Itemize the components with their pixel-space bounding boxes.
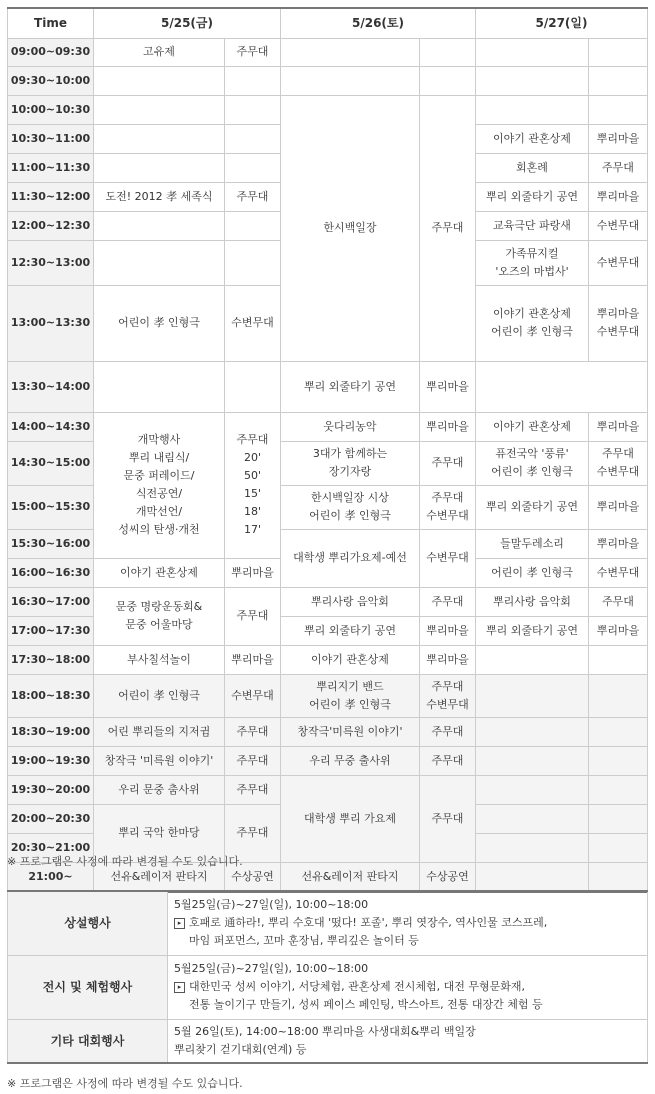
empty-cell <box>94 362 225 412</box>
place-cell: 주무대 <box>225 775 281 804</box>
line: 이야기 관혼상제 <box>493 307 571 321</box>
event-cell: 어린이 孝 인형극 <box>94 285 225 362</box>
empty-cell <box>589 674 648 717</box>
time-cell: 12:00~12:30 <box>8 211 94 240</box>
event-cell: 뿌리 외줄타기 공연 <box>476 616 589 645</box>
event-cell: 창작극 '미륵원 이야기' <box>94 746 225 775</box>
empty-cell <box>420 38 476 66</box>
table-row <box>8 717 648 746</box>
event-cell: 뿌리 외줄타기 공연 <box>476 182 589 211</box>
empty-cell <box>94 240 225 285</box>
line: 문중 퍼레이드/ <box>123 469 195 482</box>
line: 20' <box>243 451 262 464</box>
empty-cell <box>589 645 648 674</box>
events-table <box>7 890 648 1064</box>
empty-cell <box>589 38 648 66</box>
empty-cell <box>589 775 648 804</box>
event-cell: 뿌리사랑 음악회 <box>476 587 589 616</box>
place-cell: 뿌리마을 <box>420 645 476 674</box>
line: 어린이 孝 인형극 <box>309 509 391 522</box>
event-date: 5월25일(금)~27일(일), 10:00~18:00 <box>174 898 369 912</box>
event-cell: 뿌리 외줄타기 공연 <box>281 616 420 645</box>
time-cell: 14:30~15:00 <box>8 441 94 485</box>
place-cell <box>420 485 476 529</box>
place-cell <box>589 441 648 485</box>
line: 뿌리마을 <box>596 307 640 321</box>
line: 어린이 孝 인형극 <box>491 465 573 478</box>
time-cell: 20:30~21:00 <box>8 833 94 862</box>
line: 뿌리지기 밴드 <box>316 679 384 693</box>
line: 문중 명랑운동회& <box>115 600 203 613</box>
event-line: 마임 퍼포먼스, 꼬마 훈장님, 뿌리깊은 놀이터 등 <box>189 934 419 948</box>
event-cell: 우리 무중 출사위 <box>281 746 420 775</box>
line: 주무대 <box>602 447 634 460</box>
empty-cell <box>225 95 281 124</box>
place-cell: 뿌리마을 <box>225 558 281 587</box>
line: 18' <box>243 505 262 518</box>
line: 수변무대 <box>426 697 469 711</box>
table-row <box>8 95 648 124</box>
header-row <box>8 8 648 38</box>
place-cell: 주무대 <box>420 775 476 862</box>
event-detail <box>168 891 648 955</box>
empty-cell <box>476 717 589 746</box>
empty-cell <box>225 66 281 95</box>
place-cell: 주무대 <box>225 182 281 211</box>
time-cell: 12:30~13:00 <box>8 240 94 285</box>
place-cell: 주무대 <box>420 717 476 746</box>
empty-cell <box>225 153 281 182</box>
place-cell: 뿌리마을 <box>589 124 648 153</box>
empty-cell <box>476 674 589 717</box>
event-cell: 부사칠석놀이 <box>94 645 225 674</box>
line: 어린이 孝 인형극 <box>309 697 391 711</box>
empty-cell <box>94 124 225 153</box>
event-cell <box>476 240 589 285</box>
empty-cell <box>225 211 281 240</box>
place-cell: 수상공연 <box>420 862 476 892</box>
line: 식전공연/ <box>135 487 183 500</box>
place-cell: 수변무대 <box>589 211 648 240</box>
place-cell: 수변무대 <box>589 558 648 587</box>
event-cell <box>281 674 420 717</box>
event-category: 기타 대회행사 <box>8 1019 168 1063</box>
event-cell: 대학생 뿌리 가요제 <box>281 775 420 862</box>
place-cell: 주무대 <box>225 746 281 775</box>
empty-cell <box>476 746 589 775</box>
place-cell: 수변무대 <box>225 285 281 362</box>
event-cell: 우리 문중 춤사위 <box>94 775 225 804</box>
event-cell: 대학생 뿌리가요제-예선 <box>281 529 420 587</box>
place-cell: 주무대 <box>225 717 281 746</box>
place-cell: 뿌리마을 <box>589 182 648 211</box>
event-cell: 어린 뿌리들의 지저귐 <box>94 717 225 746</box>
place-cell: 주무대 <box>589 587 648 616</box>
empty-cell <box>476 66 589 95</box>
header-time: Time <box>8 8 94 38</box>
time-cell: 19:30~20:00 <box>8 775 94 804</box>
time-cell: 15:30~16:00 <box>8 529 94 558</box>
event-cell <box>94 412 225 558</box>
time-cell: 13:00~13:30 <box>8 285 94 362</box>
event-cell: 고유제 <box>94 38 225 66</box>
empty-cell <box>589 862 648 892</box>
event-cell: 이야기 관혼상제 <box>476 124 589 153</box>
place-cell: 뿌리마을 <box>589 412 648 441</box>
event-cell: 뿌리사랑 음악회 <box>281 587 420 616</box>
place-cell: 주무대 <box>420 441 476 485</box>
table-row <box>8 412 648 441</box>
place-cell: 수변무대 <box>225 674 281 717</box>
event-cell: 뿌리 외줄타기 공연 <box>281 362 420 412</box>
event-line-text: 대한민국 성씨 이야기, 서당체험, 관혼상제 전시체험, 대전 무형문화재, <box>189 980 525 993</box>
line: 주무대 <box>431 491 464 504</box>
time-cell: 11:30~12:00 <box>8 182 94 211</box>
line: 가족뮤지컬 <box>505 246 559 260</box>
schedule-note: ※ 프로그램은 사정에 따라 변경될 수도 있습니다. <box>7 855 243 868</box>
empty-cell <box>589 746 648 775</box>
place-cell: 뿌리마을 <box>589 485 648 529</box>
empty-cell <box>94 95 225 124</box>
arrow-box-icon: ▸ <box>174 918 185 929</box>
empty-cell <box>281 66 420 95</box>
line: 개막행사 <box>137 433 181 446</box>
time-cell: 11:00~11:30 <box>8 153 94 182</box>
empty-cell <box>420 66 476 95</box>
place-cell: 뿌리마을 <box>420 362 476 412</box>
event-detail <box>168 1019 648 1063</box>
place-cell: 뿌리마을 <box>420 412 476 441</box>
time-cell: 10:30~11:00 <box>8 124 94 153</box>
place-cell: 뿌리마을 <box>589 616 648 645</box>
event-cell: 선유&레이저 판타지 <box>94 862 225 892</box>
time-cell: 17:00~17:30 <box>8 616 94 645</box>
time-cell: 17:30~18:00 <box>8 645 94 674</box>
event-detail <box>168 955 648 1019</box>
empty-cell <box>589 95 648 124</box>
event-category: 상설행사 <box>8 891 168 955</box>
event-cell <box>281 441 420 485</box>
place-cell: 주무대 <box>225 804 281 862</box>
line: 수변무대 <box>426 509 469 522</box>
place-cell: 주무대 <box>225 38 281 66</box>
event-cell: 선유&레이저 판타지 <box>281 862 420 892</box>
line: 개막선언/ <box>135 505 183 518</box>
line: 뿌리 내림식/ <box>128 451 190 464</box>
time-cell: 14:00~14:30 <box>8 412 94 441</box>
table-row <box>8 674 648 717</box>
table-row <box>8 38 648 66</box>
place-cell: 수상공연 <box>225 862 281 892</box>
line: 수변무대 <box>596 465 640 478</box>
table-row <box>8 587 648 616</box>
empty-cell <box>589 66 648 95</box>
empty-cell <box>94 211 225 240</box>
line: 장기자랑 <box>328 465 372 478</box>
schedule-table <box>7 7 648 893</box>
time-cell: 18:30~19:00 <box>8 717 94 746</box>
header-fri: 5/25(금) <box>94 8 281 38</box>
place-cell: 수변무대 <box>589 240 648 285</box>
table-row <box>8 1019 648 1063</box>
event-cell: 이야기 관혼상제 <box>94 558 225 587</box>
empty-cell <box>589 717 648 746</box>
events-note: ※ 프로그램은 사정에 따라 변경될 수도 있습니다. <box>7 1077 243 1090</box>
empty-cell <box>589 804 648 833</box>
time-cell: 18:00~18:30 <box>8 674 94 717</box>
place-cell: 뿌리마을 <box>420 616 476 645</box>
event-cell: 어린이 孝 인형극 <box>94 674 225 717</box>
empty-cell <box>94 66 225 95</box>
table-row <box>8 955 648 1019</box>
time-cell: 19:00~19:30 <box>8 746 94 775</box>
empty-cell <box>476 833 589 862</box>
place-cell <box>225 412 281 558</box>
line: 성씨의 탄생·개천 <box>118 523 200 536</box>
place-cell <box>589 285 648 362</box>
place-cell: 뿌리마을 <box>225 645 281 674</box>
line: 문중 어울마당 <box>125 618 193 631</box>
line: 한시백일장 시상 <box>311 491 389 504</box>
empty-cell <box>476 95 589 124</box>
time-cell: 21:00~ <box>8 862 94 892</box>
event-cell <box>476 285 589 362</box>
header-sat: 5/26(토) <box>281 8 476 38</box>
time-cell: 13:30~14:00 <box>8 362 94 412</box>
event-cell: 뿌리 외줄타기 공연 <box>476 485 589 529</box>
empty-cell <box>476 804 589 833</box>
arrow-box-icon: ▸ <box>174 982 185 993</box>
table-row <box>8 362 648 412</box>
event-cell: 웃다리농악 <box>281 412 420 441</box>
event-date: 5월25일(금)~27일(일), 10:00~18:00 <box>174 962 369 975</box>
place-cell: 주무대 <box>420 587 476 616</box>
event-line <box>174 914 641 932</box>
line: 어린이 孝 인형극 <box>491 325 573 339</box>
event-cell: 이야기 관혼상제 <box>476 412 589 441</box>
event-cell: 창작극'미륵원 이야기' <box>281 717 420 746</box>
empty-cell <box>476 645 589 674</box>
event-cell: 한시백일장 <box>281 95 420 362</box>
table-row <box>8 891 648 955</box>
place-cell: 주무대 <box>225 587 281 645</box>
event-cell <box>94 587 225 645</box>
time-cell: 16:30~17:00 <box>8 587 94 616</box>
line: 주무대 <box>431 679 464 693</box>
table-row <box>8 645 648 674</box>
line: 퓨전국악 '풍류' <box>495 447 569 460</box>
time-cell: 16:00~16:30 <box>8 558 94 587</box>
event-line: 전통 놀이기구 만들기, 성씨 페이스 페인팅, 박스아트, 전통 대장간 체험 등 <box>189 998 543 1011</box>
place-cell: 주무대 <box>589 153 648 182</box>
time-cell: 09:30~10:00 <box>8 66 94 95</box>
line: 3대가 함께하는 <box>312 447 388 460</box>
table-row <box>8 746 648 775</box>
time-cell: 09:00~09:30 <box>8 38 94 66</box>
line: 17' <box>243 523 262 536</box>
empty-cell <box>94 153 225 182</box>
place-cell: 뿌리마을 <box>589 529 648 558</box>
event-category: 전시 및 체험행사 <box>8 955 168 1019</box>
event-cell: 들말두레소리 <box>476 529 589 558</box>
empty-cell <box>225 362 281 412</box>
empty-cell <box>476 775 589 804</box>
place-cell <box>420 674 476 717</box>
event-date: 5월 26일(토), 14:00~18:00 뿌리마을 사생대회&뿌리 백일장 <box>174 1024 476 1038</box>
line: 주무대 <box>236 433 269 446</box>
table-row <box>8 775 648 804</box>
event-cell: 교육극단 파랑새 <box>476 211 589 240</box>
empty-cell <box>476 862 589 892</box>
place-cell: 주무대 <box>420 746 476 775</box>
empty-cell <box>225 124 281 153</box>
empty-cell <box>281 38 420 66</box>
event-cell <box>476 441 589 485</box>
event-line: 뿌리찾기 걷기대회(연계) 등 <box>174 1042 307 1056</box>
empty-cell <box>476 38 589 66</box>
empty-cell <box>225 240 281 285</box>
time-cell: 20:00~20:30 <box>8 804 94 833</box>
event-cell: 회혼례 <box>476 153 589 182</box>
event-cell: 뿌리 국악 한마당 <box>94 804 225 862</box>
time-cell: 15:00~15:30 <box>8 485 94 529</box>
event-cell: 이야기 관혼상제 <box>281 645 420 674</box>
table-row <box>8 66 648 95</box>
event-cell: 어린이 孝 인형극 <box>476 558 589 587</box>
event-line <box>174 978 641 996</box>
time-cell: 10:00~10:30 <box>8 95 94 124</box>
empty-cell <box>589 833 648 862</box>
line: 15' <box>243 487 262 500</box>
line: 50' <box>243 469 262 482</box>
line: 수변무대 <box>596 325 640 339</box>
place-cell: 주무대 <box>420 95 476 362</box>
event-cell: 도전! 2012 孝 세족식 <box>94 182 225 211</box>
header-sun: 5/27(일) <box>476 8 648 38</box>
line: '오즈의 마법사' <box>495 264 569 278</box>
event-line-text: 호패로 通하라!, 뿌리 수호대 '떴다! 포졸', 뿌리 엿장수, 역사인물 코스프레, <box>189 916 548 930</box>
place-cell: 수변무대 <box>420 529 476 587</box>
event-cell <box>281 485 420 529</box>
